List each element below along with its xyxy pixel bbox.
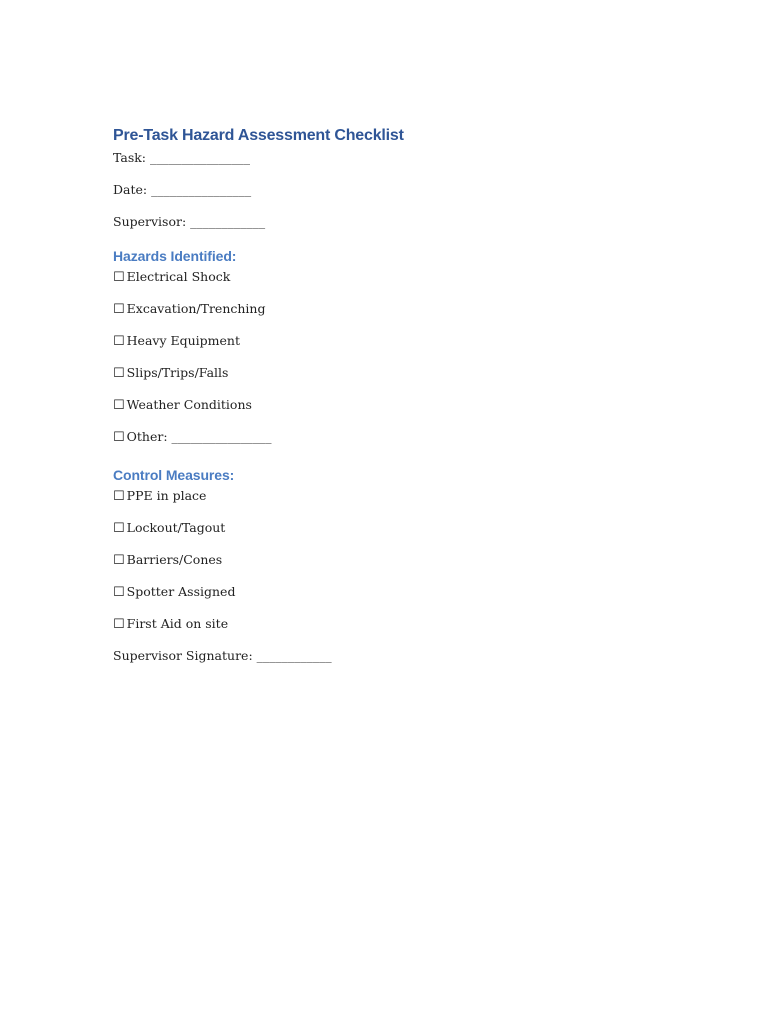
supervisor-field (113, 212, 673, 245)
checkbox-icon[interactable]: ☐ (113, 489, 125, 504)
checkbox-icon[interactable]: ☐ (113, 366, 125, 381)
task-field (113, 148, 673, 180)
date-blank[interactable]: ________________ (151, 182, 252, 197)
supervisor-signature-field (113, 646, 673, 678)
checkbox-icon[interactable]: ☐ (113, 585, 125, 600)
control-label: Lockout/Tagout (126, 520, 226, 535)
control-item-lockout-tagout[interactable] (113, 518, 673, 550)
checkbox-icon[interactable]: ☐ (113, 521, 125, 536)
section-spacer (113, 452, 673, 464)
task-blank[interactable]: ________________ (150, 150, 251, 165)
checkbox-icon[interactable]: ☐ (113, 334, 125, 349)
hazard-label: Electrical Shock (126, 269, 231, 284)
control-label: PPE in place (126, 488, 207, 503)
checkbox-icon[interactable]: ☐ (113, 398, 125, 413)
control-item-first-aid[interactable] (113, 614, 673, 646)
checkbox-icon[interactable]: ☐ (113, 302, 125, 317)
document-title: Pre-Task Hazard Assessment Checklist (113, 127, 404, 144)
hazard-label: Heavy Equipment (126, 333, 241, 348)
hazard-label: Weather Conditions (126, 397, 252, 412)
hazard-item-weather-conditions[interactable] (113, 395, 673, 427)
hazard-label: Other: ________________ (126, 429, 272, 444)
hazards-heading: Hazards Identified: (113, 248, 237, 264)
control-item-ppe[interactable] (113, 486, 673, 518)
control-label: Barriers/Cones (126, 552, 223, 567)
supervisor-label: Supervisor: (113, 214, 187, 229)
task-label: Task: (113, 150, 147, 165)
signature-label: Supervisor Signature: (113, 648, 253, 663)
control-item-barriers-cones[interactable] (113, 550, 673, 582)
checkbox-icon[interactable]: ☐ (113, 617, 125, 632)
control-label: First Aid on site (126, 616, 229, 631)
supervisor-blank[interactable]: ____________ (190, 214, 266, 229)
document-page (113, 124, 673, 678)
checkbox-icon[interactable]: ☐ (113, 430, 125, 445)
hazard-item-excavation-trenching[interactable] (113, 299, 673, 331)
checkbox-icon[interactable]: ☐ (113, 270, 125, 285)
checkbox-icon[interactable]: ☐ (113, 553, 125, 568)
date-field (113, 180, 673, 212)
control-item-spotter-assigned[interactable] (113, 582, 673, 614)
hazard-item-slips-trips-falls[interactable] (113, 363, 673, 395)
signature-blank[interactable]: ____________ (256, 648, 332, 663)
hazard-item-electrical-shock[interactable] (113, 267, 673, 299)
hazard-label: Excavation/Trenching (126, 301, 266, 316)
hazard-item-heavy-equipment[interactable] (113, 331, 673, 363)
hazard-item-other[interactable] (113, 427, 673, 452)
controls-heading: Control Measures: (113, 467, 235, 483)
date-label: Date: (113, 182, 148, 197)
control-label: Spotter Assigned (126, 584, 236, 599)
hazard-label: Slips/Trips/Falls (126, 365, 229, 380)
